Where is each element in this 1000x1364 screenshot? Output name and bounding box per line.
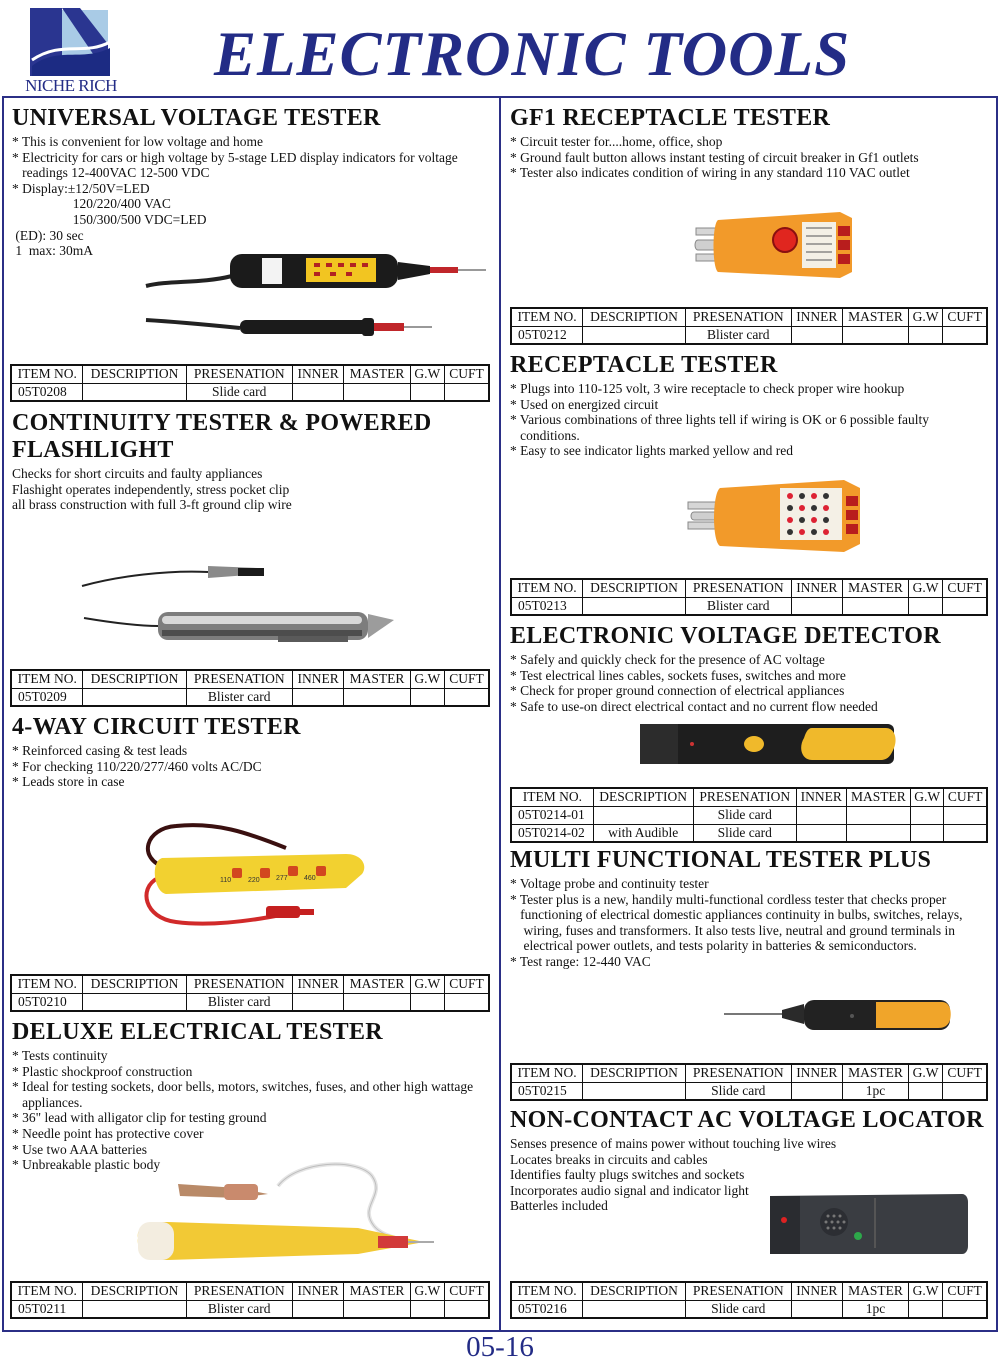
feature-list	[12, 1048, 498, 1173]
header-cell: DESCRIPTION	[83, 975, 186, 993]
inner-cell	[791, 1082, 842, 1100]
inner-cell	[791, 1300, 842, 1318]
inner-cell	[791, 326, 842, 344]
master-cell	[344, 688, 410, 706]
brand-logo	[22, 4, 120, 96]
feature-line: * Tester plus is a new, handily multi-functional cordless tester that checks proper	[510, 891, 947, 907]
header-cell: MASTER	[842, 1282, 908, 1300]
header-cell: G.W	[410, 670, 444, 688]
item-number-cell: 05T0216	[511, 1300, 583, 1318]
product-table	[510, 307, 988, 345]
header-cell: ITEM NO.	[11, 975, 83, 993]
feature-line: appliances.	[12, 1094, 83, 1110]
header-cell: MASTER	[344, 1282, 410, 1300]
header-cell: CUFT	[943, 308, 987, 326]
item-number-cell: 05T0214-01	[511, 806, 593, 824]
section-title: GF1 RECEPTACLE TESTER	[510, 105, 831, 131]
feature-list	[510, 876, 994, 970]
cuft-cell	[444, 688, 489, 706]
header-cell: ITEM NO.	[511, 1064, 583, 1082]
item-number-cell: 05T0214-02	[511, 824, 593, 842]
cuft-cell	[444, 993, 489, 1011]
presentation-cell: Blister card	[186, 1300, 292, 1318]
master-cell	[344, 1300, 410, 1318]
inner-cell	[292, 993, 343, 1011]
continuity-tester-flashlight-image	[78, 556, 398, 656]
product-table	[10, 974, 490, 1012]
feature-line: * Tests continuity	[12, 1048, 108, 1063]
master-cell	[842, 326, 908, 344]
header-cell: ITEM NO.	[511, 579, 583, 597]
section-receptacle-tester	[510, 352, 994, 459]
feature-list	[510, 381, 994, 459]
feature-line: * Reinforced casing & test leads	[12, 743, 188, 758]
header-cell: PRESENATION	[685, 579, 791, 597]
inner-cell	[292, 383, 343, 401]
inner-cell	[292, 1300, 343, 1318]
table-row	[511, 824, 987, 842]
header-cell: DESCRIPTION	[583, 1282, 686, 1300]
inner-cell	[796, 824, 846, 842]
product-table	[510, 1063, 988, 1101]
gf1-receptacle-tester-image	[690, 204, 860, 286]
header-cell: PRESENATION	[186, 1282, 292, 1300]
table-row	[511, 806, 987, 824]
feature-list	[510, 134, 994, 181]
presentation-cell: Blister card	[685, 597, 791, 615]
feature-line: * For checking 110/220/277/460 volts AC/DC	[12, 758, 262, 774]
header-cell: INNER	[292, 365, 343, 383]
niche-rich-logo-mark-icon	[22, 4, 120, 78]
section-title: UNIVERSAL VOLTAGE TESTER	[12, 105, 381, 131]
section-universal-voltage-tester	[12, 105, 498, 259]
feature-line: (ED): 30 sec	[12, 227, 84, 243]
feature-line: * Voltage probe and continuity tester	[510, 876, 709, 891]
feature-line: * This is convenient for low voltage and home	[12, 134, 263, 149]
voltage-label: 460	[304, 875, 316, 882]
table-header-row	[511, 308, 987, 326]
header-cell: CUFT	[943, 1064, 987, 1082]
feature-line: 1 max: 30mA	[12, 243, 93, 259]
cuft-cell	[944, 806, 987, 824]
item-number-cell: 05T0209	[11, 688, 83, 706]
header-cell: DESCRIPTION	[583, 308, 686, 326]
header-cell: MASTER	[842, 308, 908, 326]
feature-line: * Needle point has protective cover	[12, 1125, 204, 1141]
presentation-cell: Slide card	[685, 1082, 791, 1100]
table-row	[11, 383, 489, 401]
table-row	[511, 326, 987, 344]
table-row	[11, 688, 489, 706]
feature-line: Checks for short circuits and faulty appliances	[12, 466, 263, 481]
description-cell: with Audible	[593, 824, 693, 842]
header-cell: PRESENATION	[685, 1064, 791, 1082]
master-cell: 1pc	[842, 1082, 908, 1100]
cuft-cell	[943, 597, 987, 615]
4-way-circuit-tester-image	[136, 818, 376, 948]
feature-line: conditions.	[510, 427, 580, 443]
header-cell: INNER	[796, 788, 846, 806]
header-cell: DESCRIPTION	[583, 1064, 686, 1082]
non-contact-voltage-locator-image	[766, 1188, 970, 1260]
header-cell: MASTER	[344, 670, 410, 688]
cuft-cell	[943, 326, 987, 344]
section-title: MULTI FUNCTIONAL TESTER PLUS	[510, 847, 932, 873]
header-cell: PRESENATION	[685, 1282, 791, 1300]
header-cell: PRESENATION	[693, 788, 796, 806]
header-cell: PRESENATION	[186, 670, 292, 688]
header-cell: G.W	[410, 975, 444, 993]
feature-line: * Easy to see indicator lights marked yellow and red	[510, 443, 794, 459]
voltage-label: 277	[276, 875, 288, 882]
gw-cell	[410, 383, 444, 401]
header-cell: G.W	[909, 1064, 943, 1082]
feature-line: * Ideal for testing sockets, door bells, motors, switches, fuses, and other high wattage	[12, 1079, 474, 1095]
header-cell: CUFT	[444, 670, 489, 688]
header-cell: MASTER	[344, 365, 410, 383]
feature-line: * Safely and quickly check for the presence of AC voltage	[510, 652, 825, 667]
feature-line: * Plugs into 110-125 volt, 3 wire receptacle to check proper wire hookup	[510, 381, 905, 396]
feature-line: functioning of electrical domestic appliances continuity in bulbs, switches, relays,	[510, 907, 963, 923]
item-number-cell: 05T0210	[11, 993, 83, 1011]
feature-list	[12, 466, 492, 513]
feature-line: * Use two AAA batteries	[12, 1141, 147, 1157]
feature-line: 120/220/400 VAC	[12, 196, 171, 212]
header-cell: MASTER	[344, 975, 410, 993]
feature-line: * Tester also indicates condition of wiring in any standard 110 VAC outlet	[510, 165, 910, 181]
feature-line: all brass construction with full 3-ft ground clip wire	[12, 497, 292, 513]
feature-line: * 36" lead with alligator clip for testing ground	[12, 1110, 267, 1126]
product-table	[510, 787, 988, 843]
header-cell: MASTER	[842, 1064, 908, 1082]
header-cell: DESCRIPTION	[83, 670, 186, 688]
section-title: 4-WAY CIRCUIT TESTER	[12, 714, 301, 740]
section-title: ELECTRONIC VOLTAGE DETECTOR	[510, 623, 941, 649]
feature-line: wiring, fuses and transformers. It also tests live, neutral and ground terminals in	[510, 922, 956, 938]
column-divider	[499, 96, 501, 1332]
feature-line: * Various combinations of three lights tell if wiring is OK or 6 possible faulty	[510, 412, 929, 428]
section-title: RECEPTACLE TESTER	[510, 352, 778, 378]
inner-cell	[796, 806, 846, 824]
feature-line: Locates breaks in circuits and cables	[510, 1151, 708, 1167]
feature-line: Senses presence of mains power without touching live wires	[510, 1136, 837, 1151]
feature-line: * Circuit tester for....home, office, shop	[510, 134, 723, 149]
table-row	[11, 993, 489, 1011]
page-title: ELECTRONIC TOOLS	[214, 19, 851, 89]
master-cell	[846, 824, 910, 842]
table-header-row	[511, 579, 987, 597]
table-header-row	[11, 670, 489, 688]
header-cell: CUFT	[943, 579, 987, 597]
header-cell: ITEM NO.	[11, 670, 83, 688]
product-table	[510, 1281, 988, 1319]
feature-line: * Safe to use-on direct electrical contact and no current flow needed	[510, 698, 878, 714]
table-header-row	[511, 788, 987, 806]
description-cell	[583, 1300, 686, 1318]
section-title: NON-CONTACT AC VOLTAGE LOCATOR	[510, 1107, 984, 1133]
section-deluxe-electrical-tester	[12, 1019, 498, 1173]
header-cell: CUFT	[943, 1282, 987, 1300]
feature-list	[12, 743, 492, 790]
table-row	[511, 1082, 987, 1100]
header-cell: ITEM NO.	[11, 365, 83, 383]
header-cell: PRESENATION	[186, 365, 292, 383]
electronic-voltage-detector-image	[636, 718, 900, 770]
table-header-row	[511, 1064, 987, 1082]
header-cell: DESCRIPTION	[593, 788, 693, 806]
receptacle-tester-image	[684, 474, 868, 558]
feature-line: Incorporates audio signal and indicator light	[510, 1182, 749, 1198]
voltage-label: 220	[248, 877, 260, 884]
gw-cell	[909, 326, 943, 344]
description-cell	[83, 688, 186, 706]
presentation-cell: Blister card	[685, 326, 791, 344]
feature-line: * Unbreakable plastic body	[12, 1157, 161, 1173]
cuft-cell	[944, 824, 987, 842]
item-number-cell: 05T0213	[511, 597, 583, 615]
header-cell: PRESENATION	[186, 975, 292, 993]
cuft-cell	[444, 1300, 489, 1318]
gw-cell	[410, 1300, 444, 1318]
description-cell	[583, 326, 686, 344]
section-electronic-voltage-detector	[510, 623, 994, 714]
feature-line: * Test electrical lines cables, sockets fuses, switches and more	[510, 667, 846, 683]
gw-cell	[909, 1300, 943, 1318]
table-row	[11, 1300, 489, 1318]
page-number: 05-16	[466, 1331, 534, 1363]
section-title: DELUXE ELECTRICAL TESTER	[12, 1019, 383, 1045]
cuft-cell	[943, 1300, 987, 1318]
cuft-cell	[444, 383, 489, 401]
product-table	[10, 1281, 490, 1319]
product-table	[510, 578, 988, 616]
feature-line: * Test range: 12-440 VAC	[510, 953, 651, 969]
feature-line: * Display:±12/50V=LED	[12, 180, 150, 196]
header-cell: INNER	[292, 670, 343, 688]
section-continuity-tester	[12, 410, 492, 513]
feature-line: Batterles included	[510, 1198, 608, 1214]
header-cell: CUFT	[944, 788, 987, 806]
description-cell	[583, 1082, 686, 1100]
header-cell: INNER	[791, 308, 842, 326]
gw-cell	[911, 824, 944, 842]
section-gf1-receptacle-tester	[510, 105, 994, 181]
section-title: CONTINUITY TESTER & POWERED FLASHLIGHT	[12, 410, 432, 463]
multi-functional-tester-image	[720, 992, 956, 1036]
section-multi-functional-tester-plus	[510, 847, 994, 970]
table-row	[511, 1300, 987, 1318]
header-cell: G.W	[909, 579, 943, 597]
feature-line: * Ground fault button allows instant testing of circuit breaker in Gf1 outlets	[510, 149, 919, 165]
header-cell: ITEM NO.	[11, 1282, 83, 1300]
voltage-label: 110	[220, 877, 232, 884]
presentation-cell: Slide card	[186, 383, 292, 401]
gw-cell	[410, 993, 444, 1011]
header-cell: DESCRIPTION	[83, 1282, 186, 1300]
description-cell	[583, 597, 686, 615]
feature-list	[510, 652, 994, 714]
feature-line: * Electricity for cars or high voltage by 5-stage LED display indicators for voltage	[12, 149, 458, 165]
header-cell: ITEM NO.	[511, 788, 593, 806]
gw-cell	[909, 597, 943, 615]
header-cell: G.W	[909, 308, 943, 326]
universal-voltage-tester-image	[140, 240, 490, 345]
header-cell: CUFT	[444, 365, 489, 383]
feature-line: electrical power outlets, and tests polarity in batteries & semiconductors.	[510, 938, 917, 954]
header-cell: G.W	[911, 788, 944, 806]
product-table	[10, 364, 490, 402]
header-cell: MASTER	[842, 579, 908, 597]
feature-line: readings 12-400VAC 12-500 VDC	[12, 165, 210, 181]
gw-cell	[410, 688, 444, 706]
table-header-row	[11, 1282, 489, 1300]
gw-cell	[909, 1082, 943, 1100]
header-cell: MASTER	[846, 788, 910, 806]
header-cell: INNER	[292, 975, 343, 993]
feature-line: Flashight operates independently, stress pocket clip	[12, 481, 290, 497]
table-header-row	[11, 365, 489, 383]
cuft-cell	[943, 1082, 987, 1100]
header-cell: DESCRIPTION	[583, 579, 686, 597]
item-number-cell: 05T0212	[511, 326, 583, 344]
header-cell: CUFT	[444, 1282, 489, 1300]
presentation-cell: Slide card	[685, 1300, 791, 1318]
feature-line: * Plastic shockproof construction	[12, 1063, 193, 1079]
feature-line: * Used on energized circuit	[510, 396, 659, 412]
item-number-cell: 05T0211	[11, 1300, 83, 1318]
description-cell	[593, 806, 693, 824]
header-cell: INNER	[791, 1282, 842, 1300]
feature-line: Identifies faulty plugs switches and sockets	[510, 1167, 745, 1183]
presentation-cell: Blister card	[186, 688, 292, 706]
header-cell: DESCRIPTION	[83, 365, 186, 383]
table-header-row	[511, 1282, 987, 1300]
header-cell: G.W	[909, 1282, 943, 1300]
feature-line: 150/300/500 VDC=LED	[12, 211, 207, 227]
header-cell: CUFT	[444, 975, 489, 993]
item-number-cell: 05T0208	[11, 383, 83, 401]
description-cell	[83, 383, 186, 401]
section-4-way-circuit-tester	[12, 714, 492, 790]
table-header-row	[11, 975, 489, 993]
presentation-cell: Blister card	[186, 993, 292, 1011]
header-cell: ITEM NO.	[511, 308, 583, 326]
header-cell: INNER	[292, 1282, 343, 1300]
feature-line: * Check for proper ground connection of electrical appliances	[510, 683, 845, 699]
table-row	[511, 597, 987, 615]
header-cell: INNER	[791, 579, 842, 597]
header-cell: G.W	[410, 1282, 444, 1300]
deluxe-electrical-tester-image	[128, 1156, 438, 1268]
header-cell: INNER	[791, 1064, 842, 1082]
header-cell: G.W	[410, 365, 444, 383]
description-cell	[83, 993, 186, 1011]
product-table	[10, 669, 490, 707]
presentation-cell: Slide card	[693, 824, 796, 842]
gw-cell	[911, 806, 944, 824]
feature-line: * Leads store in case	[12, 774, 125, 790]
presentation-cell: Slide card	[693, 806, 796, 824]
brand-name: NICHE RICH	[25, 76, 117, 95]
description-cell	[83, 1300, 186, 1318]
master-cell: 1pc	[842, 1300, 908, 1318]
master-cell	[842, 597, 908, 615]
header-cell: PRESENATION	[685, 308, 791, 326]
header-cell: ITEM NO.	[511, 1282, 583, 1300]
master-cell	[846, 806, 910, 824]
inner-cell	[791, 597, 842, 615]
master-cell	[344, 993, 410, 1011]
master-cell	[344, 383, 410, 401]
inner-cell	[292, 688, 343, 706]
item-number-cell: 05T0215	[511, 1082, 583, 1100]
